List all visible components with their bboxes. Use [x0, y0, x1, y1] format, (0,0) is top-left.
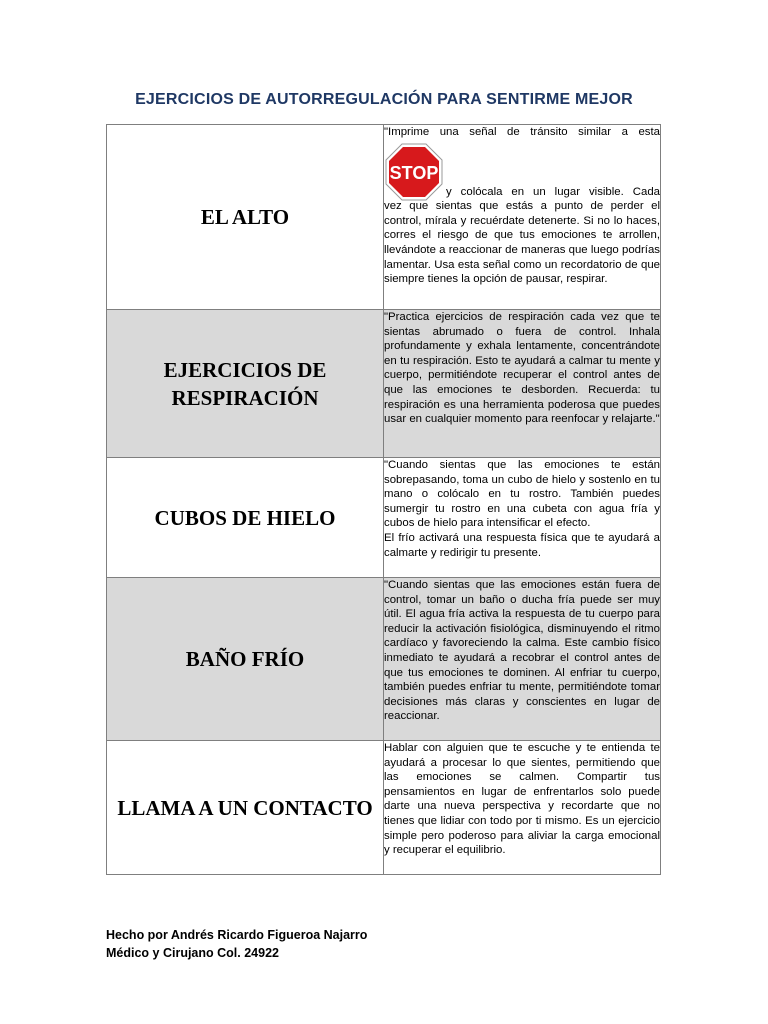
exercises-table	[106, 124, 661, 875]
table-row	[107, 458, 661, 578]
row-description	[384, 458, 661, 578]
table-row	[107, 310, 661, 458]
stop-sign-block	[384, 140, 660, 200]
row-description: Hablar con alguien que te escuche y te entienda te ayudará a procesar lo que sientes, permitiendo que las emociones se calmen. Compartir tus pensamientos en lugar de enfrentarlos solo puede darte una nueva perspectiva y recordarte que no tienes que lidiar con todo por ti mismo. Es un ejercicio simple pero poderoso para aliviar la carga emocional y recuperar el equilibrio.	[384, 741, 661, 875]
row-description: "Practica ejercicios de respiración cada vez que te sientas abrumado o fuera de control. Inhala profundamente y exhala lentamente, concentrándote en tu respiración. Esto te ayudará a calmar tu mente y cuerpo, permitiéndote recuperar el control antes de que las emociones te desborden. Recuerda: tu respiración es una herramienta poderosa que puedes usar en cualquier momento para reenfocar y relajarte."	[384, 310, 661, 458]
stop-after-rest: vez que sientas que estás a punto de perder el control, mírala y recuérdate detenerte. Si no lo haces, corres el riesgo de que tus emociones te arrollen, llevándote a reaccionar de maneras que luego podrías lamentar. Usa esta señal como un recordatorio de que siempre tienes la opción de pausar, respirar.	[384, 200, 660, 286]
row-label: EJERCICIOS DE RESPIRACIÓN	[107, 310, 384, 458]
stop-sign-text: STOP	[389, 162, 439, 183]
page-title: EJERCICIOS DE AUTORREGULACIÓN PARA SENTIRME MEJOR	[135, 91, 633, 108]
row-label: CUBOS DE HIELO	[107, 458, 384, 578]
stop-intro-text: "Imprime una señal de tránsito similar a esta	[384, 126, 660, 138]
row-description-p1: "Cuando sientas que las emociones te están sobrepasando, toma un cubo de hielo y sostenlo en tu mano o colócalo en tu rostro. También puedes sumergir tu rostro en una cubeta con agua fría y cubos de hielo para intensificar el efecto.	[384, 459, 660, 530]
stop-after-first-line: y colócala en un lugar visible. Cada	[446, 185, 660, 198]
table-row	[107, 741, 661, 875]
stop-sign-icon	[384, 142, 444, 202]
author-footer	[106, 926, 367, 962]
row-label: LLAMA A UN CONTACTO	[107, 741, 384, 875]
table-row	[107, 578, 661, 741]
author-credentials: Médico y Cirujano Col. 24922	[106, 946, 279, 960]
row-label: BAÑO FRÍO	[107, 578, 384, 741]
row-description	[384, 125, 661, 310]
table-row	[107, 125, 661, 310]
row-label: EL ALTO	[107, 125, 384, 310]
row-description: "Cuando sientas que las emociones están fuera de control, tomar un baño o ducha fría puede ser muy útil. El agua fría activa la respuesta de tu cuerpo para reducir la activación fisiológica, disminuyendo el ritmo cardíaco y favoreciendo la calma. Este cambio físico inmediato te ayudará a recobrar el control antes de que tus emociones te dominen. Al enfriar tu cuerpo, también puedes enfriar tu mente, permitiéndote tomar decisiones más claras y conscientes en lugar de reaccionar.	[384, 578, 661, 741]
author-name: Hecho por Andrés Ricardo Figueroa Najarro	[106, 928, 368, 942]
row-description-p2: El frío activará una respuesta física que te ayudará a calmarte y redirigir tu presente.	[384, 531, 660, 559]
